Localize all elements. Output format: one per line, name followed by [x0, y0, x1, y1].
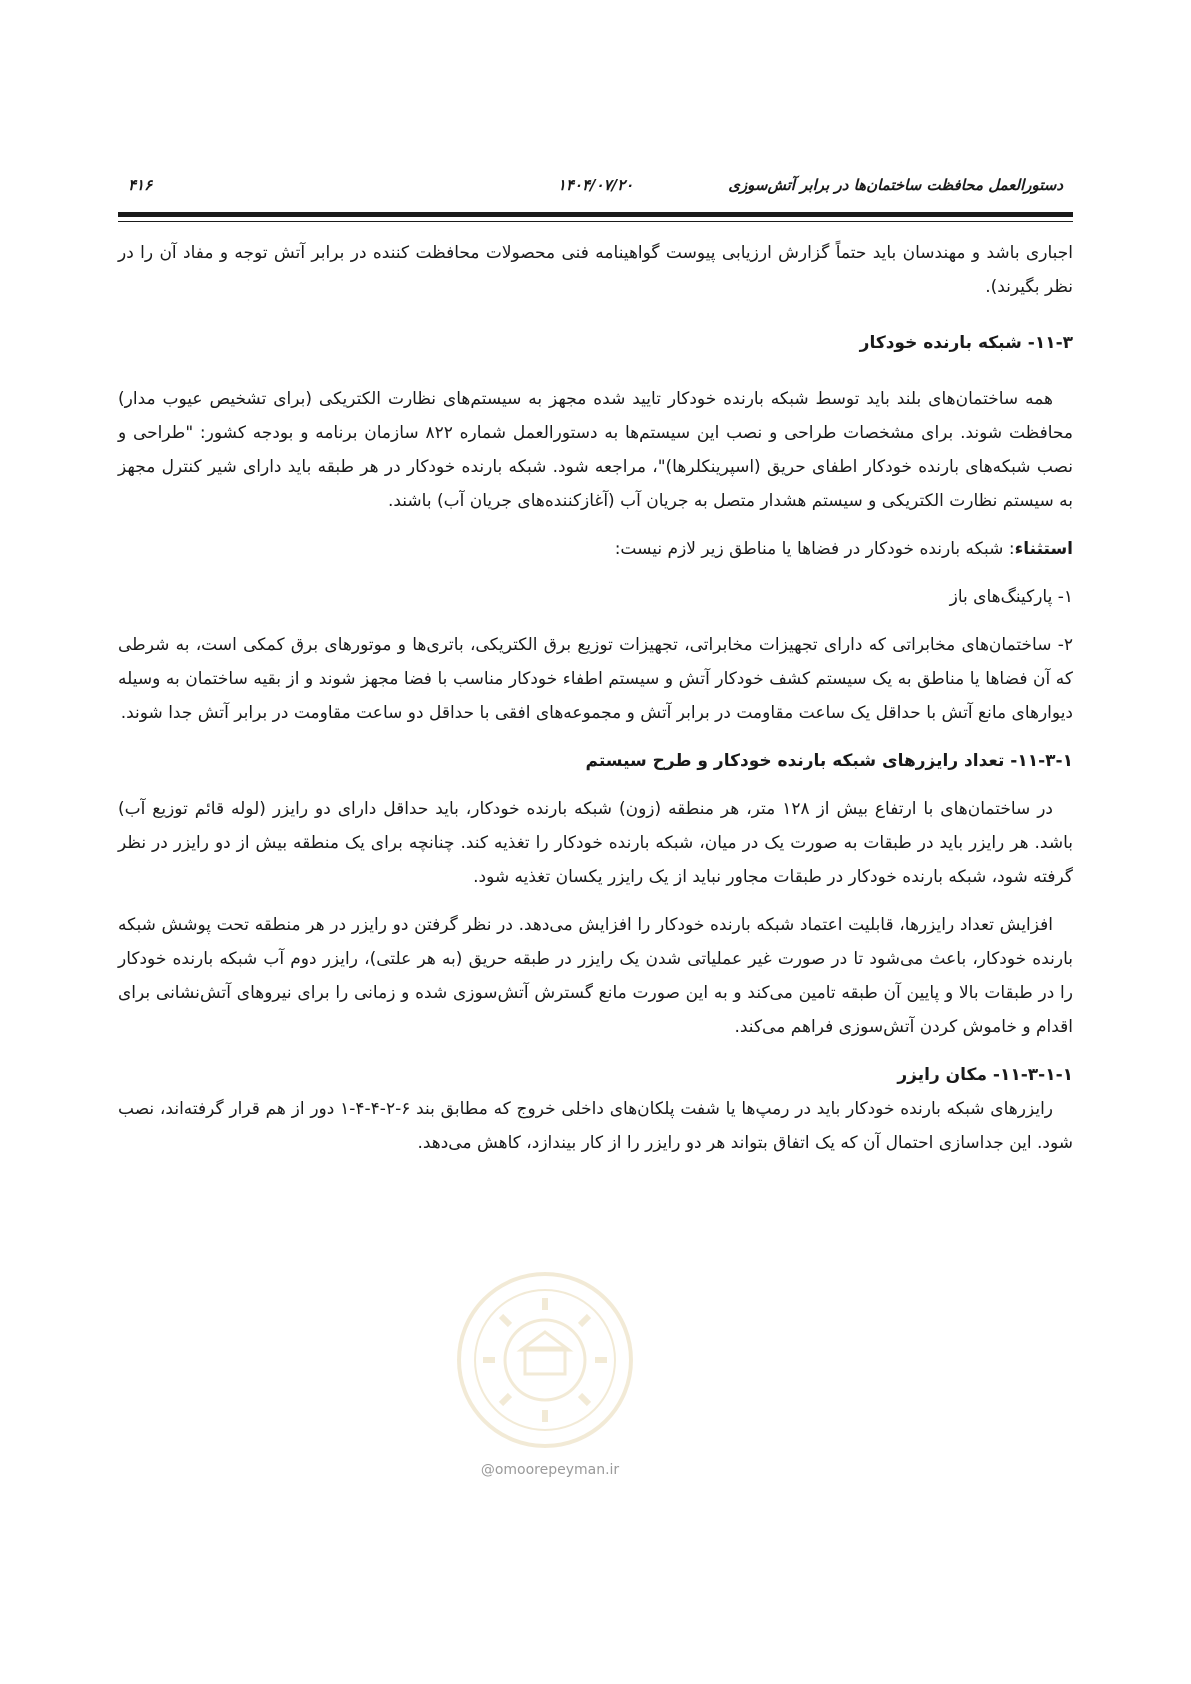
- header-date: ۱۴۰۴/۰۷/۲۰: [557, 176, 634, 194]
- exception-label: استثناء: [1014, 539, 1073, 559]
- emblem-seal-icon: [455, 1270, 635, 1450]
- exception-paragraph: [118, 532, 1073, 566]
- section-heading-11-3: ۱۱-۳- شبکه بارنده خودکار: [859, 333, 1073, 353]
- intro-paragraph: اجباری باشد و مهندسان باید حتماً گزارش ارزیابی پیوست گواهینامه فنی محصولات محافظت کننده در برابر آتش توجه و مفاد آن را در نظر بگیرند).: [118, 243, 1073, 297]
- list-item-1: ۱- پارکینگ‌های باز: [949, 587, 1073, 607]
- running-header: [128, 176, 1063, 202]
- sprinkler-paragraph: همه ساختمان‌های بلند باید توسط شبکه بارنده خودکار تایید شده مجهز به سیستم‌های نظارت الکتریکی (برای تشخیص عیوب مدار) محافظت شوند. برای مشخصات طراحی و نصب این سیستم‌ها به دستورالعمل شماره ۸۲۲ سازمان برنامه و بودجه کشور: "طراحی و نصب شبکه‌های بارنده خودکار اطفای حریق (اسپرینکلرها)"، مراجعه شود. شبکه بارنده خودکار در هر طبقه باید دارای شیر کنترل مجهز به سیستم نظارت الکتریکی و سیستم هشدار متصل به جریان آب (آغازکننده‌های جریان آب) باشند.: [118, 389, 1073, 511]
- exception-text: : شبکه بارنده خودکار در فضاها یا مناطق زیر لازم نیست:: [614, 539, 1015, 559]
- document-body: [118, 236, 1073, 1160]
- risers-paragraph: در ساختمان‌های با ارتفاع بیش از ۱۲۸ متر، هر منطقه (زون) شبکه بارنده خودکار، باید حداقل دارای دو رایزر (لوله قائم توزیع آب) باشد. هر رایزر باید در طبقات به صورت یک در میان، شبکه بارنده خودکار را تغذیه کند. چنانچه برای یک منطقه بیش از دو رایزر در نظر گرفته شود، شبکه بارنده خودکار در طبقات مجاور نباید از یک رایزر یکسان تغذیه شود.: [118, 799, 1073, 887]
- reliability-paragraph: افزایش تعداد رایزرها، قابلیت اعتماد شبکه بارنده خودکار را افزایش می‌دهد. در نظر گرفتن دو رایزر در هر منطقه تحت پوشش شبکه بارنده خودکار، باعث می‌شود تا در صورت غیر عملیاتی شدن یک رایزر در طبقه حریق (به هر علتی)، رایزر دوم آب شبکه بارنده خودکار را در طبقات بالا و پایین آن طبقه تامین می‌کند و به این صورت مانع گسترش آتش‌سوزی شده و زمانی را برای نیروهای آتش‌نشانی برای اقدام و خاموش کردن آتش‌سوزی فراهم می‌کند.: [118, 915, 1073, 1037]
- section-heading-11-3-1: ۱۱-۳-۱- تعداد رایزرهای شبکه بارنده خودکار و طرح سیستم: [585, 751, 1073, 771]
- header-title: دستورالعمل محافظت ساختمان‌ها در برابر آتش‌سوزی: [728, 176, 1063, 194]
- location-paragraph: رایزرهای شبکه بارنده خودکار باید در رمپ‌ها یا شفت پلکان‌های داخلی خروج که مطابق بند ۶-۲-۴-۴-۱ دور از هم قرار گرفته‌اند، نصب شود. این جداسازی احتمال آن که یک اتفاق بتواند هر دو رایزر را از کار بیندازد، کاهش می‌دهد.: [118, 1099, 1073, 1153]
- header-rule-thick: [118, 212, 1073, 217]
- header-rule-thin: [118, 221, 1073, 222]
- page-number: ۴۱۶: [128, 176, 153, 194]
- list-item-2: ۲- ساختمان‌های مخابراتی که دارای تجهیزات مخابراتی، تجهیزات توزیع برق الکتریکی، باتری‌ها و موتورهای برق کمکی است، به شرطی که آن فضاها یا مناطق به یک سیستم کشف خودکار آتش و سیستم اطفاء خودکار مناسب با فضا مجهز شوند و از بقیه ساختمان به وسیله دیوارهای مانع آتش با حداقل یک ساعت مقاومت در برابر آتش و مجموعه‌های افقی با حداقل دو ساعت مقاومت در برابر آتش جدا شوند.: [118, 635, 1073, 723]
- section-heading-11-3-1-1: ۱۱-۳-۱-۱- مکان رایزر: [897, 1065, 1073, 1085]
- watermark-site: @omoorepeyman.ir: [480, 1462, 620, 1478]
